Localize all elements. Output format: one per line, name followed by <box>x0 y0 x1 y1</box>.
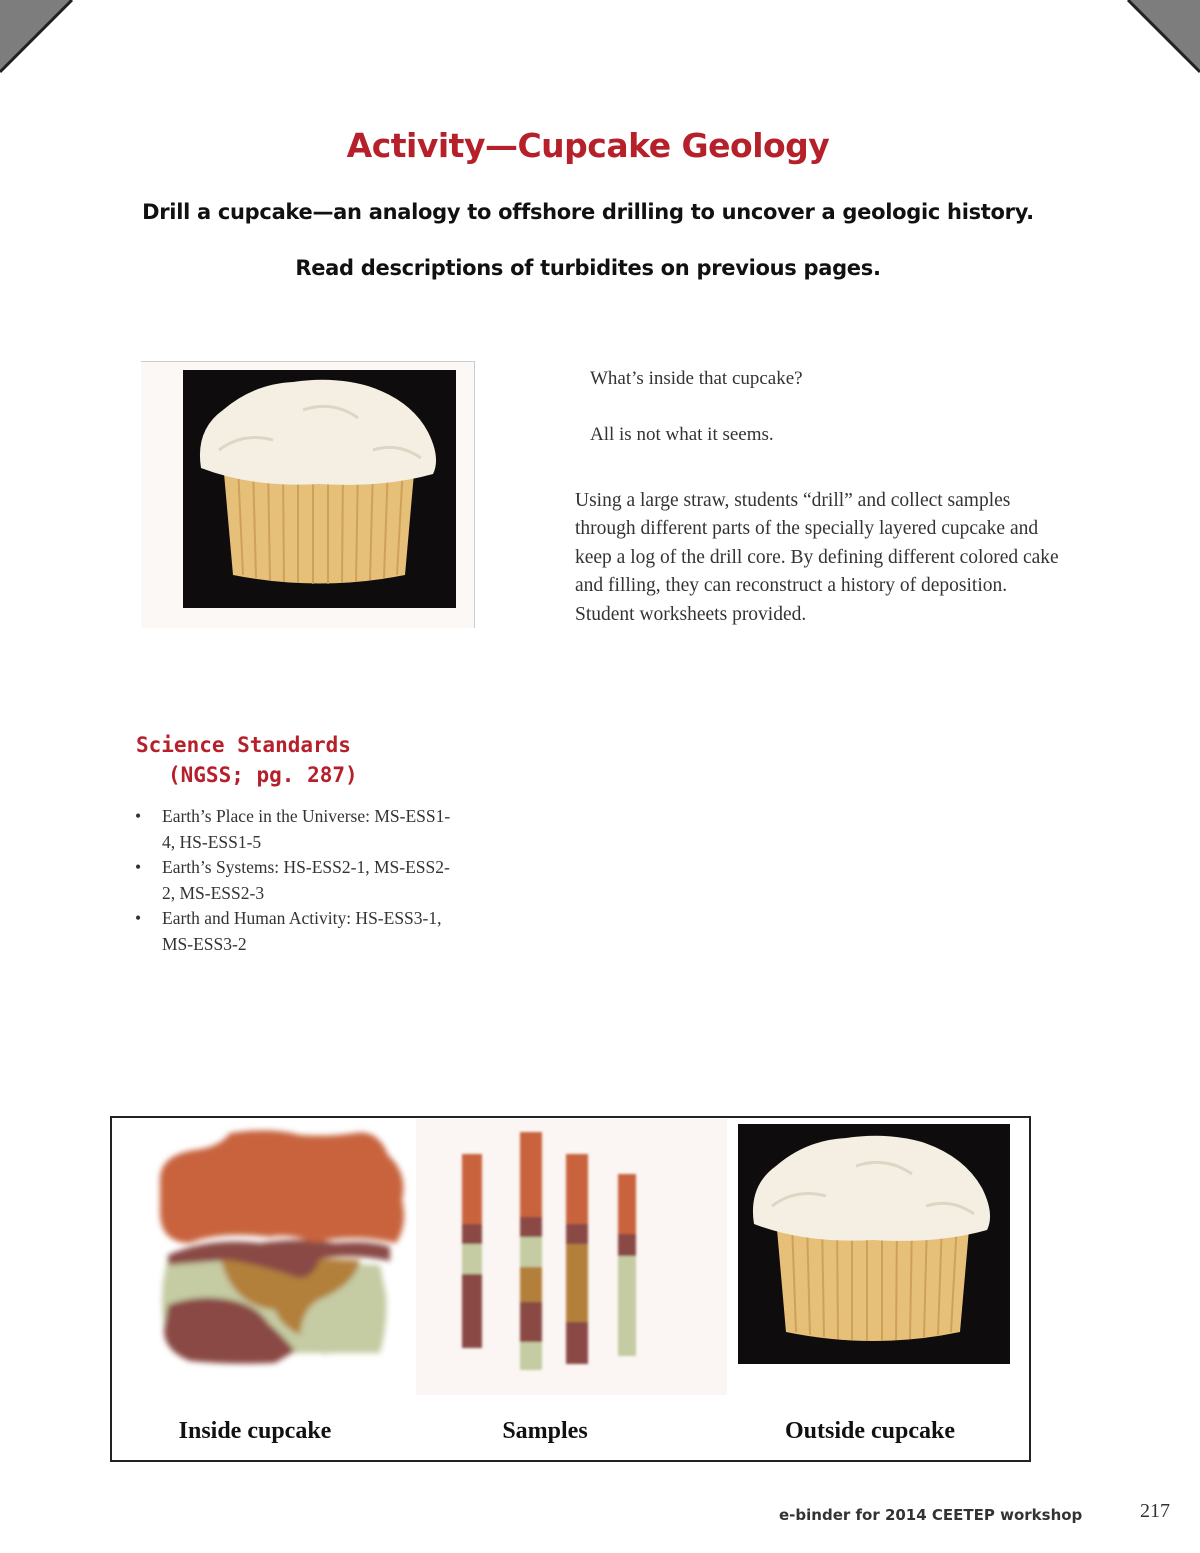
footer-text: e-binder for 2014 CEETEP workshop <box>779 1506 1083 1524</box>
list-item <box>132 804 452 855</box>
subtitle-drill: Drill a cupcake—an analogy to offshore drilling to uncover a geologic history. <box>142 200 1034 224</box>
standard-text: Earth and Human Activity: HS-ESS3-1, MS-ESS3-2 <box>162 908 442 954</box>
bullet-icon: • <box>135 857 142 878</box>
standard-text: Earth’s Place in the Universe: MS-ESS1-4, HS-ESS1-5 <box>162 806 451 852</box>
outside-cupcake-photo <box>738 1124 1010 1364</box>
standards-heading-line1: Science Standards <box>136 733 351 757</box>
activity-description: Using a large straw, students “drill” and collect samples through different parts of the specially layered cupcake and keep a log of the drill core. By defining different colored cake and filling, they can reconstruct a history of deposition. Student worksheets provided. <box>575 490 1059 625</box>
bullet-icon: • <box>135 806 142 826</box>
samples-diagram <box>458 1130 640 1380</box>
label-samples: Samples <box>502 1418 588 1444</box>
drill-core-samples <box>462 1132 636 1370</box>
standards-heading <box>136 730 358 790</box>
cupcake-image <box>183 370 456 608</box>
standards-list <box>132 804 452 958</box>
standards-heading-line2: (NGSS; pg. 287) <box>168 763 358 787</box>
cupcake-photo <box>183 370 456 608</box>
page-number: 217 <box>1140 1500 1170 1522</box>
list-item <box>132 906 452 957</box>
standard-text: Earth’s Systems: HS-ESS2-1, MS-ESS2-2, MS-ESS2-3 <box>162 857 450 903</box>
question-inside: What’s inside that cupcake? <box>590 368 803 389</box>
cupcake-image <box>738 1124 1010 1364</box>
list-item <box>132 855 452 906</box>
page-corner-left <box>0 0 75 75</box>
question-seems: All is not what it seems. <box>590 424 774 445</box>
page-title: Activity—Cupcake Geology <box>346 126 830 165</box>
subtitle-turbidites: Read descriptions of turbidites on previous pages. <box>295 256 881 280</box>
inside-cupcake-diagram <box>150 1125 420 1375</box>
label-inside-cupcake: Inside cupcake <box>178 1418 332 1444</box>
page-corner-right <box>1125 0 1200 75</box>
bullet-icon: • <box>135 908 142 929</box>
label-outside-cupcake: Outside cupcake <box>784 1418 955 1444</box>
